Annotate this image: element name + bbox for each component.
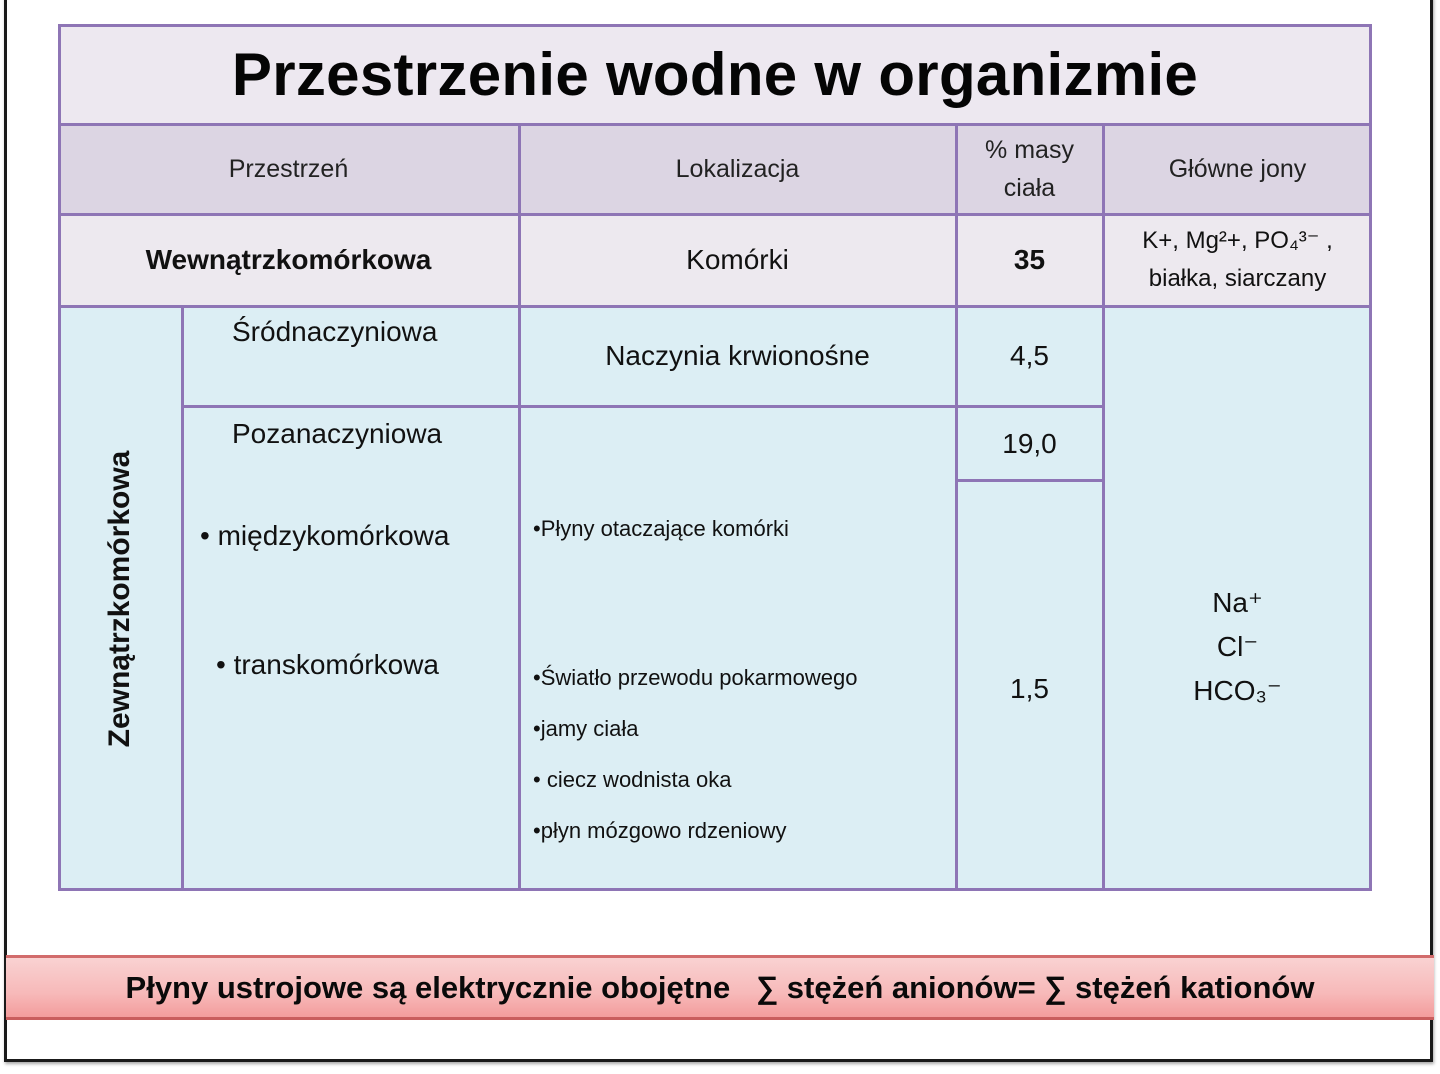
border-bottom bbox=[58, 888, 1372, 891]
intravascular-space: Śródnaczyniowa bbox=[232, 316, 438, 347]
ion-chloride: Cl⁻ bbox=[1216, 630, 1259, 662]
extravascular-mass bbox=[956, 406, 1103, 481]
electroneutrality-banner: Płyny ustrojowe są elektrycznie obojętne ∑ stężeń anionów= ∑ stężeń kationów bbox=[6, 955, 1434, 1020]
transcellular-space: • transkomórkowa bbox=[216, 649, 439, 680]
transcellular-location-2: •jamy ciała bbox=[533, 716, 639, 741]
border-left bbox=[58, 24, 61, 891]
border-top bbox=[58, 24, 1372, 27]
transcellular-location-1: •Światło przewodu pokarmowego bbox=[533, 665, 858, 690]
header-ions bbox=[1103, 124, 1372, 214]
header-mass-line2: ciała bbox=[1003, 174, 1056, 202]
page-title: Przestrzenie wodne w organizmie bbox=[231, 40, 1199, 108]
border-right bbox=[1369, 24, 1372, 891]
transcellular-location-3: • ciecz wodnista oka bbox=[533, 767, 732, 792]
intravascular-mass-value: 4,5 bbox=[1010, 340, 1049, 371]
line-intra-bottom bbox=[58, 305, 1372, 308]
header-space-label: Przestrzeń bbox=[228, 155, 349, 183]
extravascular-space: Pozanaczyniowa bbox=[232, 418, 443, 449]
header-mass-line1: % masy bbox=[985, 136, 1074, 164]
ion-sodium: Na⁺ bbox=[1212, 586, 1263, 618]
intracellular-ions-line2: białka, siarczany bbox=[1148, 265, 1327, 292]
transcellular-mass bbox=[956, 646, 1103, 732]
line-intravascular-bottom bbox=[182, 405, 1103, 408]
intravascular-mass bbox=[956, 306, 1103, 406]
line-col-location bbox=[518, 124, 521, 891]
intracellular-mass bbox=[956, 214, 1103, 306]
ion-bicarbonate: HCO₃⁻ bbox=[1193, 674, 1282, 706]
extravascular-mass-value: 19,0 bbox=[1002, 427, 1057, 459]
interstitial-space: • międzykomórkowa bbox=[200, 520, 450, 551]
intracellular-mass-value: 35 bbox=[1013, 244, 1046, 275]
extracellular-label: Zewnątrzkomórkowa bbox=[103, 450, 136, 747]
intracellular-location-label: Komórki bbox=[686, 244, 789, 275]
line-mass-split bbox=[956, 479, 1103, 482]
intracellular-ions-line1: K+, Mg²+, PO₄³⁻ , bbox=[1142, 227, 1333, 254]
transcellular-mass-value: 1,5 bbox=[1010, 673, 1049, 704]
line-col-rot bbox=[181, 306, 184, 891]
water-compartments-table bbox=[58, 24, 1372, 891]
header-location bbox=[519, 124, 956, 214]
title-cell bbox=[58, 24, 1372, 124]
line-header-bottom bbox=[58, 213, 1372, 216]
header-ions-label: Główne jony bbox=[1168, 155, 1307, 183]
transcellular-location-4: •płyn mózgowo rdzeniowy bbox=[533, 818, 787, 843]
line-title-bottom bbox=[58, 123, 1372, 126]
interstitial-location: •Płyny otaczające komórki bbox=[533, 516, 789, 541]
intravascular-location-label: Naczynia krwionośne bbox=[605, 340, 870, 371]
line-col-mass bbox=[955, 124, 958, 891]
intracellular-location bbox=[519, 214, 956, 306]
intracellular-ions bbox=[1103, 214, 1372, 306]
header-space bbox=[58, 124, 519, 214]
intracellular-space-label: Wewnątrzkomórkowa bbox=[145, 244, 432, 275]
intravascular-location bbox=[519, 306, 956, 406]
extracellular-label-cell bbox=[58, 306, 182, 891]
extracellular-ions bbox=[1103, 579, 1372, 714]
header-location-label: Lokalizacja bbox=[675, 155, 800, 183]
header-mass bbox=[956, 124, 1103, 214]
intracellular-space bbox=[58, 214, 519, 306]
line-col-ions bbox=[1102, 124, 1105, 891]
